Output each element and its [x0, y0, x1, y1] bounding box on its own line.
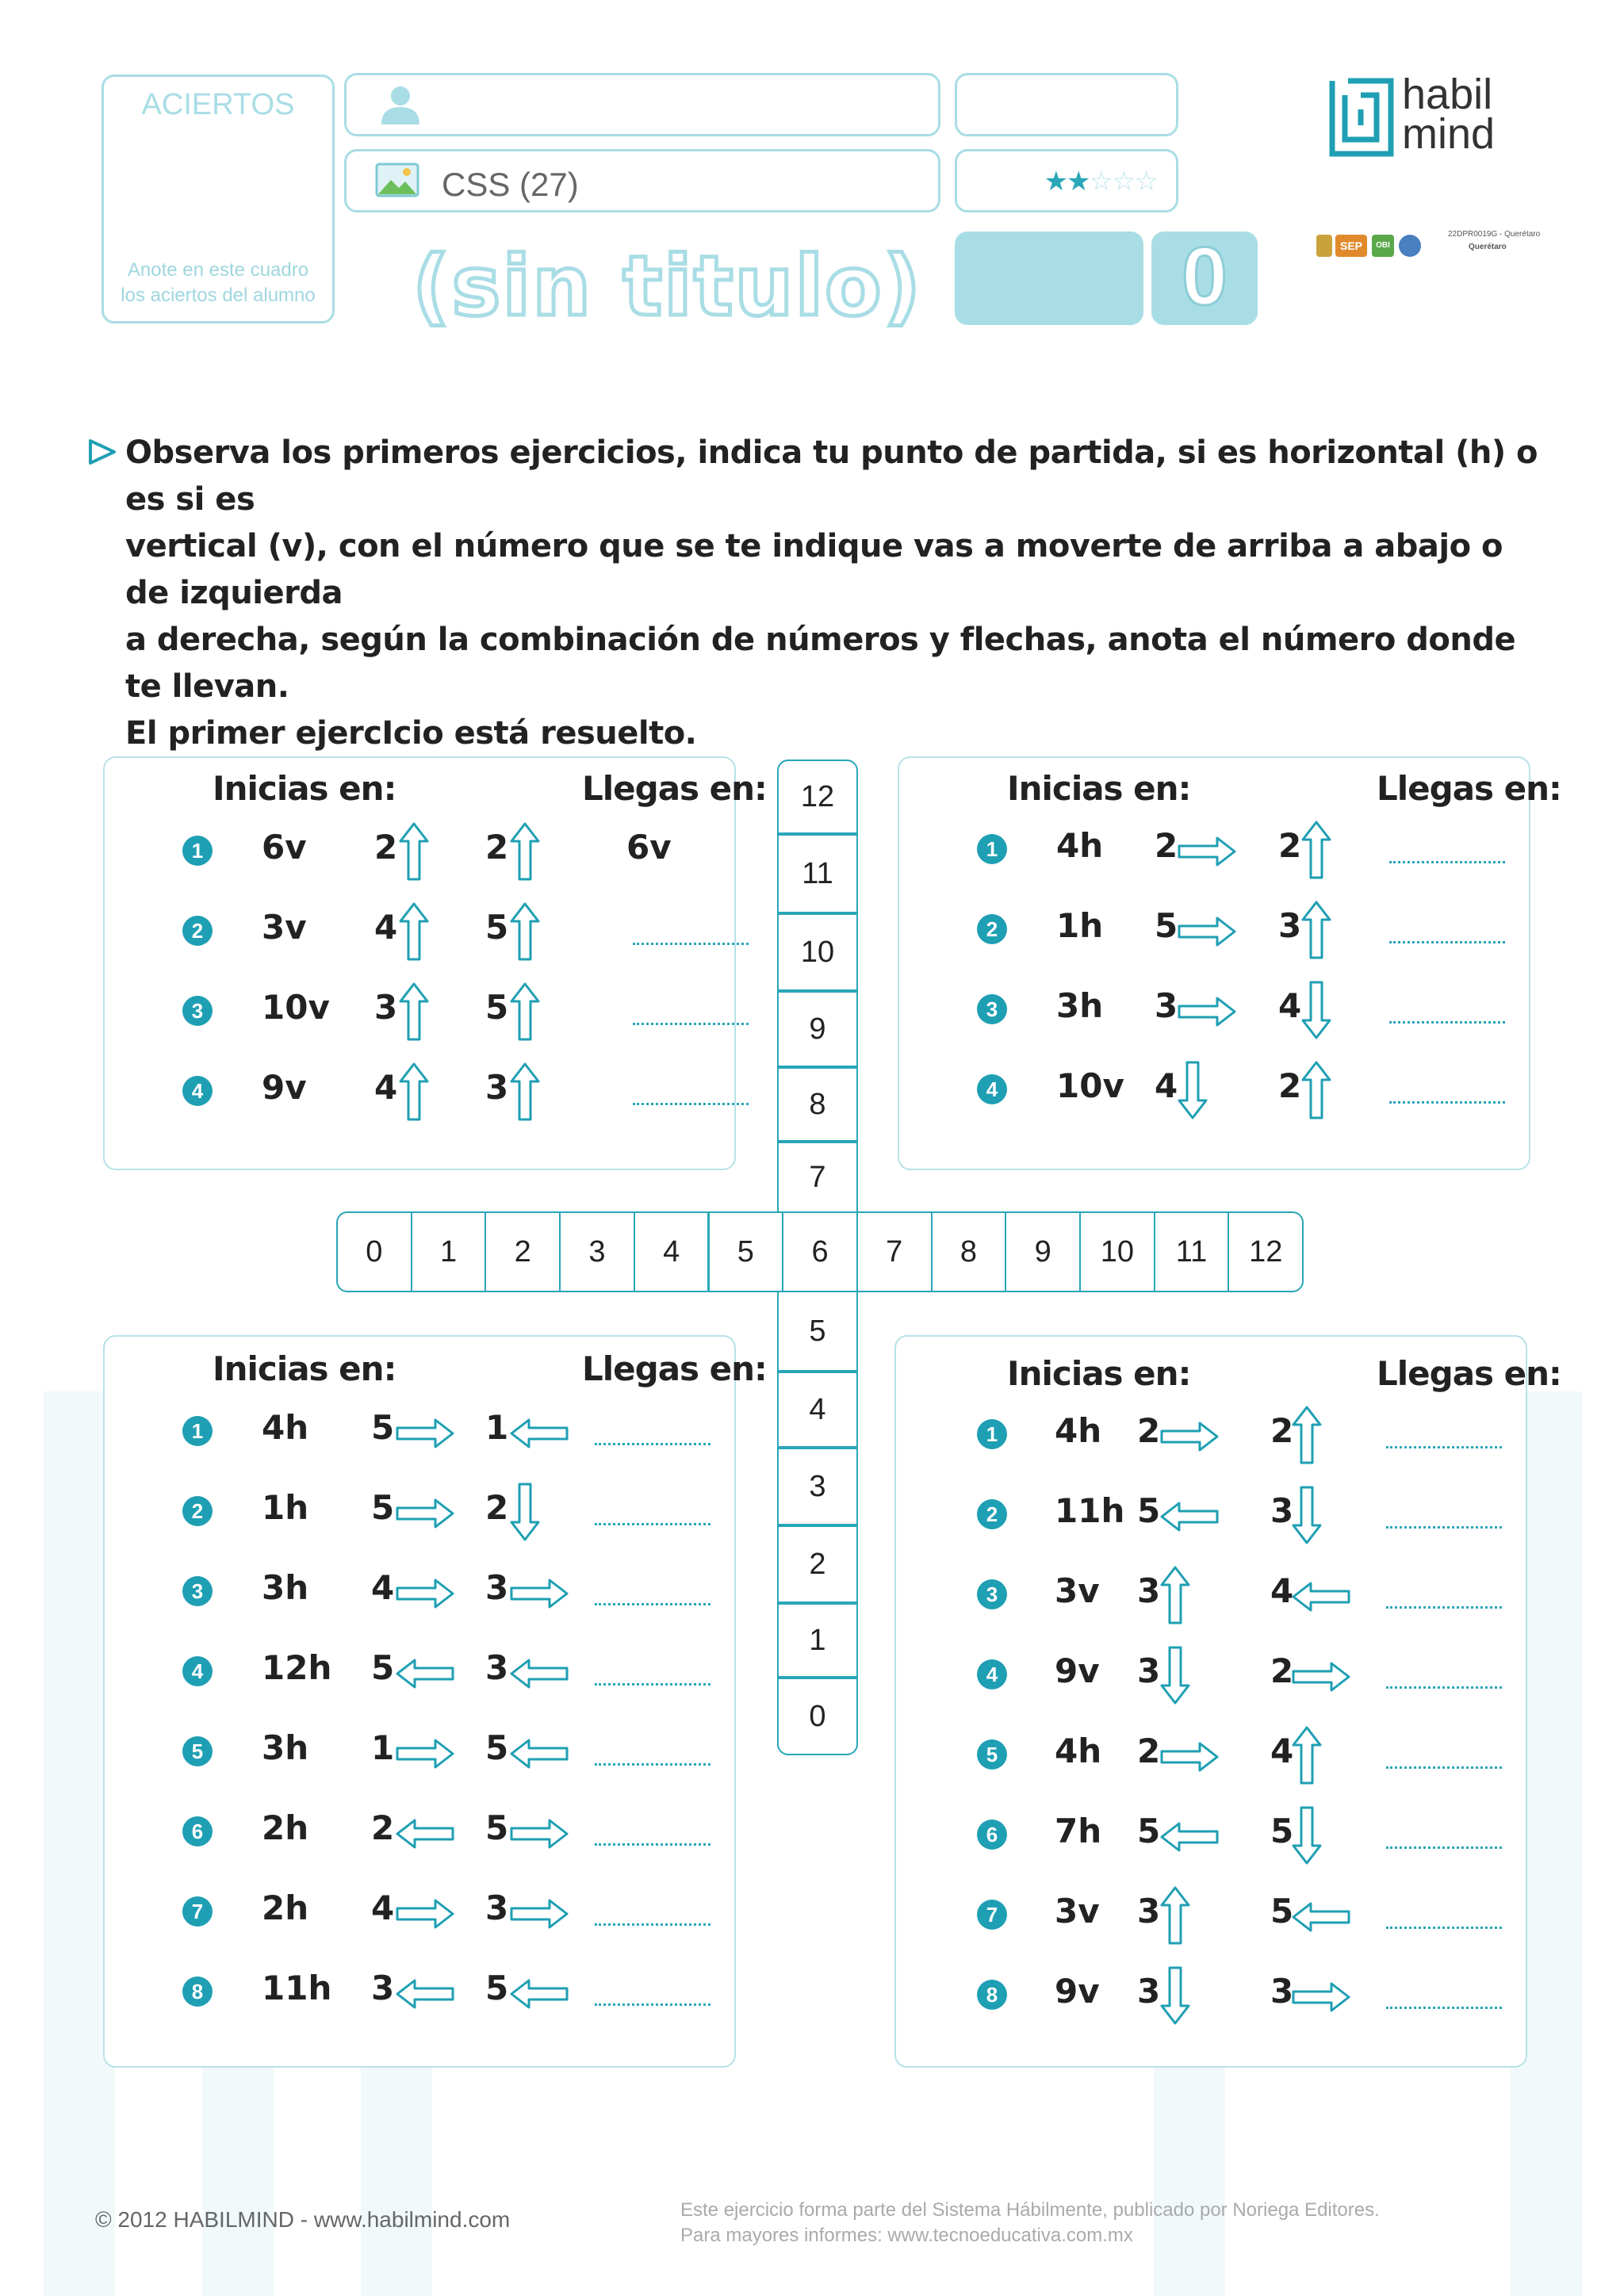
arrow-right-icon [395, 1498, 455, 1529]
arrow-right-icon [509, 1578, 569, 1609]
start-header: Inicias en: [1007, 1354, 1191, 1393]
move-count-2: 3 [485, 1568, 509, 1607]
arrow-right-icon [1159, 1741, 1220, 1773]
exercise-row [898, 1063, 1527, 1127]
vertical-axis-cell: 9 [777, 991, 858, 1067]
arrow-up-icon [398, 901, 430, 962]
arrow-up-icon [1159, 1565, 1191, 1625]
row-number-badge: 5 [977, 1739, 1007, 1770]
move-count-2: 5 [485, 908, 509, 947]
arrow-left-icon [509, 1738, 569, 1770]
row-number-badge: 4 [182, 1076, 213, 1106]
answer-blank[interactable] [1386, 1670, 1502, 1689]
arrow-right-icon [1291, 1981, 1351, 2013]
horizontal-axis-cell: 3 [559, 1211, 635, 1292]
row-number-badge: 5 [182, 1736, 213, 1766]
arrow-up-icon [509, 901, 541, 962]
answer-blank[interactable] [595, 1827, 710, 1846]
exercise-row [103, 825, 733, 888]
exercise-row [898, 903, 1527, 966]
answer-blank[interactable] [1389, 1005, 1505, 1024]
arrow-up-icon [398, 821, 430, 882]
maze-logo-icon [1329, 78, 1394, 157]
publisher-note: Este ejercicio forma parte del Sistema Hábilmente, publicado por Noriega Editores. Para mayores informes: www.tecnoeducativa.com.mx [680, 2199, 1380, 2246]
user-icon [378, 83, 423, 126]
move-count-1: 5 [1137, 1491, 1161, 1530]
answer-blank[interactable] [595, 1587, 710, 1605]
arrow-right-icon [509, 1818, 569, 1850]
move-count-2: 5 [485, 1969, 509, 2007]
start-position: 3h [1056, 986, 1104, 1025]
exercise-row [103, 1885, 733, 1949]
arrow-up-icon [509, 1062, 541, 1122]
vertical-axis-cell: 1 [777, 1603, 858, 1678]
answer-blank[interactable] [1386, 1991, 1502, 2009]
arrow-up-icon [1300, 900, 1332, 960]
move-count-1: 4 [371, 1888, 395, 1927]
horizontal-axis-cell: 11 [1154, 1211, 1230, 1292]
exercise-row [898, 983, 1527, 1047]
arrow-down-icon [1291, 1485, 1323, 1545]
move-count-1: 3 [1137, 1651, 1161, 1690]
move-count-1: 3 [1137, 1972, 1161, 2011]
vertical-axis-cell: 3 [777, 1448, 858, 1525]
answer-blank[interactable] [1389, 1085, 1505, 1104]
arrow-left-icon [395, 1978, 455, 2010]
date-field[interactable] [955, 73, 1178, 136]
exercise-row [103, 1645, 733, 1709]
move-count-2: 2 [1270, 1651, 1294, 1690]
exercise-row [894, 1408, 1524, 1471]
vertical-axis-cell: 2 [777, 1525, 858, 1603]
arrow-down-icon [1300, 980, 1332, 1040]
move-count-1: 2 [374, 828, 398, 867]
start-position: 12h [262, 1648, 332, 1687]
arrow-down-icon [509, 1482, 541, 1542]
row-number-badge: 3 [182, 996, 213, 1026]
arrow-right-icon [1177, 996, 1237, 1027]
arrow-right-icon [509, 1898, 569, 1930]
move-count-1: 4 [374, 1068, 398, 1107]
move-count-1: 4 [371, 1568, 395, 1607]
move-count-2: 2 [1278, 826, 1302, 865]
arrow-right-icon [395, 1738, 455, 1770]
horizontal-axis-cell: 10 [1079, 1211, 1155, 1292]
exercise-row [894, 1648, 1524, 1712]
copyright: © 2012 HABILMIND - www.habilmind.com [95, 2207, 511, 2232]
horizontal-axis-cell: 9 [1005, 1211, 1081, 1292]
row-number-badge: 7 [182, 1896, 213, 1927]
answer-blank[interactable] [633, 1007, 749, 1025]
score-box [1151, 232, 1258, 325]
move-count-1: 3 [1155, 986, 1178, 1025]
arrow-left-icon [395, 1658, 455, 1689]
row-number-badge: 2 [977, 914, 1007, 944]
move-count-1: 3 [1137, 1571, 1161, 1610]
answer-blank[interactable] [595, 1507, 710, 1525]
answer-blank[interactable] [1389, 925, 1505, 943]
move-count-2: 5 [485, 1808, 509, 1847]
move-count-2: 4 [1270, 1571, 1294, 1610]
exercise-row [103, 1405, 733, 1468]
exercise-row [894, 1568, 1524, 1632]
answer-blank[interactable] [633, 1087, 749, 1105]
start-position: 1h [1056, 906, 1104, 945]
start-position: 4h [1055, 1411, 1102, 1450]
row-number-badge: 2 [182, 1496, 213, 1526]
exercise-row [894, 1808, 1524, 1872]
arrow-left-icon [1291, 1901, 1351, 1933]
move-count-1: 5 [371, 1408, 395, 1447]
horizontal-axis-cell: 7 [856, 1211, 933, 1292]
arrow-left-icon [509, 1658, 569, 1689]
arrow-up-icon [398, 982, 430, 1042]
vertical-axis-cell: 0 [777, 1678, 858, 1755]
move-count-2: 5 [1270, 1892, 1294, 1931]
move-count-1: 2 [1137, 1411, 1161, 1450]
end-header: Llegas en: [1377, 769, 1561, 808]
score-value: 0 [1182, 231, 1228, 323]
horizontal-axis-cell: 4 [634, 1211, 710, 1292]
star-rating [1044, 166, 1157, 197]
horizontal-axis-cell: 8 [931, 1211, 1007, 1292]
start-position: 9v [1055, 1972, 1100, 2011]
move-count-2: 3 [485, 1888, 509, 1927]
horizontal-axis-cell: 1 [411, 1211, 487, 1292]
arrow-left-icon [509, 1978, 569, 2010]
answer-blank[interactable] [1386, 1911, 1502, 1929]
arrow-down-icon [1159, 1645, 1191, 1705]
move-count-2: 2 [1278, 1066, 1302, 1105]
move-count-1: 2 [1155, 826, 1178, 865]
move-count-1: 3 [371, 1969, 395, 2007]
vertical-axis-cell: 10 [777, 913, 858, 991]
answer-blank[interactable] [595, 1667, 710, 1686]
move-count-2: 4 [1270, 1732, 1294, 1770]
move-count-2: 3 [1270, 1491, 1294, 1530]
row-number-badge: 8 [977, 1980, 1007, 2010]
gear-seal-icon [1399, 235, 1421, 257]
exercise-row [103, 1965, 733, 2029]
end-header: Llegas en: [582, 1349, 767, 1388]
mexico-seal-icon [1316, 235, 1332, 257]
start-header: Inicias en: [213, 1349, 396, 1388]
start-position: 3v [1055, 1571, 1100, 1610]
arrow-right-icon [1177, 916, 1237, 947]
row-number-badge: 2 [182, 916, 213, 946]
horizontal-axis-cell: 5 [708, 1211, 784, 1292]
obi-logo: OBI [1372, 235, 1394, 257]
arrow-left-icon [1159, 1501, 1220, 1533]
horizontal-axis-cell: 2 [485, 1211, 561, 1292]
answer-blank[interactable] [1386, 1430, 1502, 1448]
start-position: 10v [1056, 1066, 1124, 1105]
exercise-row [103, 1565, 733, 1628]
start-position: 3v [1055, 1892, 1100, 1931]
arrow-left-icon [1159, 1821, 1220, 1853]
exercise-row [103, 1805, 733, 1869]
answer-blank[interactable] [1389, 845, 1505, 863]
start-position: 4h [262, 1408, 309, 1447]
arrow-up-icon [1300, 820, 1332, 880]
arrow-right-icon [1159, 1421, 1220, 1452]
row-number-badge: 1 [977, 1419, 1007, 1449]
answer-blank[interactable] [1386, 1590, 1502, 1609]
row-number-badge: 3 [977, 994, 1007, 1024]
horizontal-axis-cell: 12 [1228, 1211, 1304, 1292]
star-empty-icon: ☆☆☆ [1089, 166, 1157, 197]
move-count-2: 1 [485, 1408, 509, 1447]
row-number-badge: 1 [182, 836, 213, 866]
answer-value: 6v [626, 828, 672, 867]
move-count-1: 5 [1137, 1812, 1161, 1850]
vertical-axis-cell: 12 [777, 760, 858, 834]
move-count-1: 1 [371, 1728, 395, 1767]
move-count-1: 5 [1155, 906, 1178, 945]
exercise-row [894, 1728, 1524, 1792]
start-position: 2h [262, 1888, 309, 1927]
rating-field[interactable] [955, 149, 1178, 212]
arrow-left-icon [395, 1818, 455, 1850]
state-label: Querétaro [1469, 243, 1507, 251]
aciertos-box[interactable] [102, 75, 335, 323]
exercise-row [894, 1969, 1524, 2032]
exercise-row [894, 1488, 1524, 1552]
start-position: 9v [1055, 1651, 1100, 1690]
arrow-up-icon [1291, 1725, 1323, 1785]
start-position: 7h [1055, 1812, 1102, 1850]
exercise-row [103, 1065, 733, 1128]
move-count-2: 2 [485, 1488, 509, 1527]
arrow-down-icon [1291, 1805, 1323, 1866]
arrow-down-icon [1177, 1060, 1208, 1120]
move-count-1: 5 [371, 1488, 395, 1527]
move-count-2: 4 [1278, 986, 1302, 1025]
arrow-left-icon [1291, 1581, 1351, 1613]
exercise-row [103, 905, 733, 968]
move-count-2: 3 [1278, 906, 1302, 945]
move-count-1: 5 [371, 1648, 395, 1687]
start-position: 4h [1056, 826, 1104, 865]
row-number-badge: 8 [182, 1976, 213, 2007]
row-number-badge: 3 [182, 1576, 213, 1606]
arrow-right-icon [395, 1418, 455, 1449]
start-position: 6v [262, 828, 307, 867]
instructions: Observa los primeros ejercicios, indica tu punto de partida, si es horizontal (h) o es si es vertical (v), con el número que se te indique vas a moverte de arriba a abajo o de izquierda a derecha, según la combinación de números y flechas, anota el número donde te llevan. El primer ejercIcio está resuelto. [125, 434, 1538, 752]
row-number-badge: 4 [977, 1659, 1007, 1689]
answer-blank[interactable] [1386, 1751, 1502, 1769]
answer-blank[interactable] [1386, 1831, 1502, 1849]
arrow-up-icon [509, 982, 541, 1042]
brand-name: habil mind [1402, 71, 1496, 158]
vertical-axis-cell: 7 [777, 1142, 858, 1213]
partner-logos [1316, 235, 1427, 266]
exercise-row [894, 1888, 1524, 1952]
move-count-2: 2 [1270, 1411, 1294, 1450]
row-number-badge: 6 [977, 1820, 1007, 1850]
row-number-badge: 1 [977, 834, 1007, 864]
chevron-right-icon [87, 438, 117, 466]
move-count-1: 3 [374, 988, 398, 1027]
row-number-badge: 6 [182, 1816, 213, 1846]
end-header: Llegas en: [1377, 1354, 1561, 1393]
course-text: CSS (27) [442, 166, 579, 203]
move-count-1: 2 [371, 1808, 395, 1847]
start-position: 9v [262, 1068, 307, 1107]
start-position: 1h [262, 1488, 309, 1527]
arrow-up-icon [1291, 1405, 1323, 1465]
exercise-row [103, 1725, 733, 1789]
start-position: 10v [262, 988, 330, 1027]
arrow-right-icon [395, 1898, 455, 1930]
arrow-right-icon [395, 1578, 455, 1609]
start-position: 4h [1055, 1732, 1102, 1770]
start-position: 2h [262, 1808, 309, 1847]
move-count-1: 4 [1155, 1066, 1178, 1105]
student-name-field[interactable] [344, 73, 940, 136]
sep-logo: SEP [1335, 235, 1367, 257]
aciertos-note: Anote en este cuadro los aciertos del alumno [121, 259, 316, 306]
arrow-down-icon [1159, 1965, 1191, 2026]
move-count-2: 5 [485, 1728, 509, 1767]
move-count-1: 3 [1137, 1892, 1161, 1931]
answer-blank[interactable] [595, 1747, 710, 1766]
answer-blank[interactable] [595, 1908, 710, 1926]
image-icon [375, 163, 419, 197]
move-count-2: 3 [485, 1068, 509, 1107]
start-header: Inicias en: [213, 769, 396, 808]
vertical-axis-cell: 11 [777, 834, 858, 913]
vertical-axis-cell: 5 [777, 1291, 858, 1372]
answer-blank[interactable] [595, 1427, 710, 1445]
arrow-up-icon [509, 821, 541, 882]
horizontal-axis-cell: 6 [782, 1211, 858, 1292]
vertical-axis-cell: 8 [777, 1067, 858, 1142]
answer-blank[interactable] [633, 927, 749, 945]
aciertos-label: ACIERTOS [141, 88, 295, 121]
row-number-badge: 7 [977, 1900, 1007, 1930]
answer-blank[interactable] [595, 1988, 710, 2006]
exercise-row [898, 823, 1527, 886]
course-field[interactable] [344, 149, 940, 212]
score-box-blank [955, 232, 1143, 325]
arrow-right-icon [1177, 836, 1237, 867]
move-count-2: 2 [485, 828, 509, 867]
arrow-up-icon [1159, 1885, 1191, 1946]
start-position: 3h [262, 1728, 309, 1767]
worksheet-title: (sin titulo) [412, 238, 923, 335]
row-number-badge: 4 [977, 1074, 1007, 1104]
move-count-1: 2 [1137, 1732, 1161, 1770]
move-count-2: 5 [485, 988, 509, 1027]
answer-blank[interactable] [1386, 1510, 1502, 1529]
star-filled-icon: ★★ [1044, 166, 1090, 197]
start-position: 3h [262, 1568, 309, 1607]
move-count-2: 3 [1270, 1972, 1294, 2011]
move-count-2: 3 [485, 1648, 509, 1687]
vertical-axis-cell: 4 [777, 1372, 858, 1448]
start-header: Inicias en: [1007, 769, 1191, 808]
move-count-2: 5 [1270, 1812, 1294, 1850]
horizontal-axis-cell: 0 [336, 1211, 412, 1292]
arrow-left-icon [509, 1418, 569, 1449]
school-code: 22DPR0019G - Querétaro [1448, 230, 1541, 239]
row-number-badge: 1 [182, 1416, 213, 1446]
move-count-1: 4 [374, 908, 398, 947]
start-position: 3v [262, 908, 307, 947]
exercise-row [103, 1485, 733, 1548]
row-number-badge: 4 [182, 1656, 213, 1686]
start-position: 11h [1055, 1491, 1125, 1530]
row-number-badge: 2 [977, 1499, 1007, 1529]
start-position: 11h [262, 1969, 332, 2007]
end-header: Llegas en: [582, 769, 767, 808]
arrow-right-icon [1291, 1661, 1351, 1693]
arrow-up-icon [398, 1062, 430, 1122]
exercise-row [103, 985, 733, 1048]
row-number-badge: 3 [977, 1579, 1007, 1609]
arrow-up-icon [1300, 1060, 1332, 1120]
